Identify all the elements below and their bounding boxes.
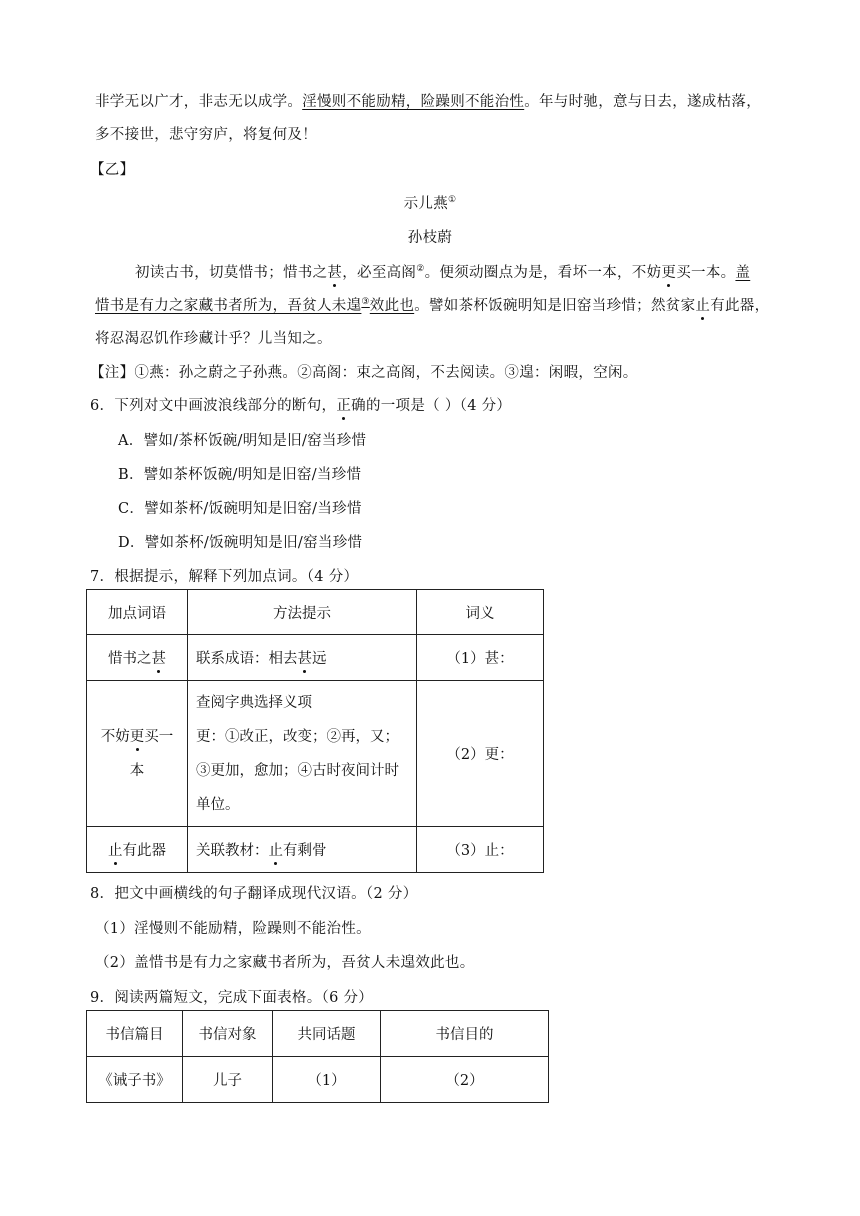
table-row: [87, 681, 544, 827]
q8-sentence-2: （2）盖惜书是有力之家藏书者所为，吾贫人未遑效此也。: [95, 955, 475, 971]
question-8-stem: 8．把文中画横线的句子翻译成现代汉语。（2 分）: [90, 886, 418, 902]
table-header: 书信对象: [183, 1011, 273, 1057]
section-label-yi: 【乙】: [90, 162, 135, 178]
poem-author: 孙枝蔚: [407, 230, 453, 246]
answer-cell[interactable]: （2）: [381, 1057, 549, 1103]
answer-cell[interactable]: （2）更：: [417, 681, 544, 827]
answer-cell[interactable]: （3）止：: [417, 827, 544, 873]
table-header-row: [87, 590, 544, 635]
table-header: 共同话题: [273, 1011, 381, 1057]
word-cell: 惜书之甚: [87, 635, 188, 681]
jia-line-2: 多不接世，悲守穷庐，将复何及！: [95, 127, 317, 143]
q7-table: [86, 589, 544, 873]
question-7-stem: 7．根据提示，解释下列加点词。（4 分）: [90, 569, 359, 585]
table-cell: 《诫子书》: [87, 1057, 183, 1103]
table-header: 方法提示: [188, 590, 417, 635]
hint-cell: 关联教材：止有剩骨: [188, 827, 417, 873]
option-b[interactable]: B．譬如茶杯饭碗/明知是旧窑/当珍惜: [118, 467, 362, 483]
underlined-sentence-1: 淫慢则不能励精，险躁则不能治性: [302, 94, 525, 110]
word-cell: 止有此器: [87, 827, 188, 873]
table-row: [87, 827, 544, 873]
table-header-row: [87, 1011, 549, 1057]
yi-line-1: 初读古书，切莫惜书；惜书之甚，必至高阁②。便须动圈点为是，看坏一本，不妨更买一本。盖: [135, 264, 751, 281]
hint-cell: 联系成语：相去甚远: [188, 635, 417, 681]
jia-line-1: 非学无以广才，非志无以成学。淫慢则不能励精，险躁则不能治性。年与时驰，意与日去，遂成枯落，: [95, 94, 762, 110]
word-cell: 不妨更买一 本: [87, 681, 188, 827]
table-row: [87, 1057, 549, 1103]
table-header: 书信篇目: [87, 1011, 183, 1057]
option-d[interactable]: D．譬如茶杯/饭碗明知是旧/窑当珍惜: [118, 535, 363, 551]
yi-line-3: 将忍渴忍饥作珍藏计乎？儿当知之。: [95, 331, 332, 347]
yi-line-2: 惜书是有力之家藏书者所为，吾贫人未遑③效此也。譬如茶杯饭碗明知是旧窑当珍惜；然贫家止有此器，: [95, 297, 770, 314]
table-header: 加点词语: [87, 590, 188, 635]
table-cell: 儿子: [183, 1057, 273, 1103]
question-9-stem: 9．阅读两篇短文，完成下面表格。（6 分）: [90, 990, 374, 1006]
option-c[interactable]: C．譬如茶杯/饭碗明知是旧窑/当珍惜: [118, 501, 362, 517]
annotation-note: 【注】①燕：孙之蔚之子孙燕。②高阁：束之高阁，不去阅读。③遑：闲暇，空闲。: [90, 365, 638, 381]
table-header: 词义: [417, 590, 544, 635]
answer-cell[interactable]: （1）甚：: [417, 635, 544, 681]
table-header: 书信目的: [381, 1011, 549, 1057]
answer-cell[interactable]: （1）: [273, 1057, 381, 1103]
question-6-stem: 6．下列对文中画波浪线部分的断句，正确的一项是（ ）（4 分）: [90, 398, 512, 414]
q8-sentence-1: （1）淫慢则不能励精，险躁则不能治性。: [95, 921, 371, 937]
poem-title: 示儿燕①: [403, 195, 457, 212]
table-row: [87, 635, 544, 681]
option-a[interactable]: A．譬如/茶杯饭碗/明知是旧/窑当珍惜: [118, 433, 367, 449]
q9-table: [86, 1010, 549, 1103]
hint-cell: 查阅字典选择义项 更：①改正，改变；②再，又； ③更加，愈加；④古时夜间计时 单位。: [188, 681, 417, 827]
